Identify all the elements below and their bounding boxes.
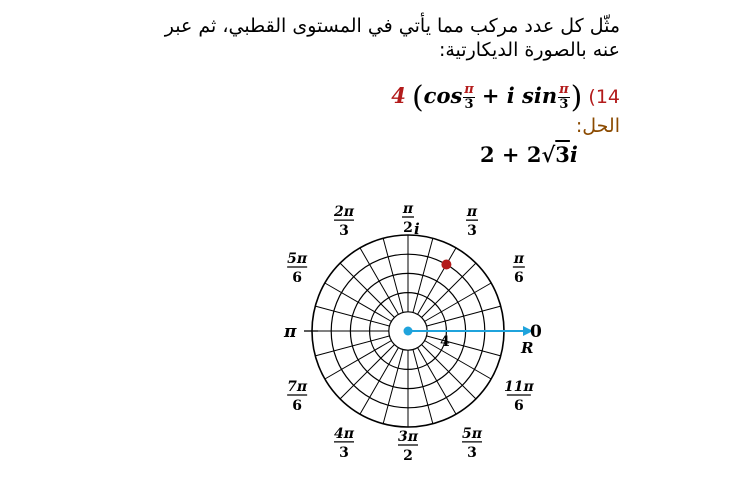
angle-label-11pi-6 <box>504 379 534 414</box>
angle-label-denominator: 3 <box>339 444 349 461</box>
imag-axis-label: i <box>414 220 420 238</box>
radius-label: 4 <box>440 334 450 350</box>
answer-prefix: 2 + 2 <box>480 142 542 167</box>
problem-modulus: 4 <box>391 83 406 108</box>
answer-radical: 3 <box>555 142 570 167</box>
angle-label-numerator: 3π <box>398 429 418 445</box>
grid-ray <box>413 238 433 313</box>
angle-label-denominator: 6 <box>292 398 303 414</box>
angle-label-denominator: 3 <box>467 444 477 461</box>
grid-ray <box>425 306 500 326</box>
angle-label-denominator: 6 <box>513 270 524 286</box>
i-sin-text: + i sin <box>481 83 558 108</box>
angle-label-pi-3 <box>466 204 478 239</box>
angle-fraction-2: $\frac{\pi}{3}$ <box>559 82 569 112</box>
angle-label-2pi-3 <box>333 204 355 239</box>
grid-ray <box>425 336 500 356</box>
grid-ray <box>315 306 390 326</box>
zero-label: 0 <box>530 322 542 342</box>
instruction-line-1: مثّل كل عدد مركب مما يأتي في المستوى القطبي، ثم عبر <box>164 15 620 37</box>
real-axis-label: R <box>521 339 534 357</box>
angle-label-numerator: π <box>513 251 524 267</box>
angle-label-denominator: 3 <box>339 223 349 240</box>
angle-label-denominator: 2 <box>403 220 413 236</box>
angle-label-numerator: 5π <box>462 425 482 442</box>
answer-i: i <box>569 142 578 167</box>
grid-ray <box>383 238 403 313</box>
angle-label-3pi-2 <box>398 429 419 464</box>
grid-ray <box>383 348 403 423</box>
angle-label-7pi-6 <box>287 379 308 414</box>
angle-label-numerator: 2π <box>334 204 354 221</box>
angle-label-denominator: 2 <box>403 448 413 464</box>
angle-label-numerator: 11π <box>503 379 534 395</box>
grid-ray <box>413 348 433 423</box>
angle-label-pi-6 <box>513 251 525 286</box>
angle-label-5pi-6 <box>287 251 308 286</box>
angle-label-5pi-3 <box>462 426 483 461</box>
instruction-line-2: عنه بالصورة الديكارتية: <box>438 39 620 61</box>
solution-label: الحل: <box>575 115 620 137</box>
problem-number: (14 <box>588 86 620 108</box>
angle-label-numerator: 4π <box>334 425 354 442</box>
answer: 2 + 2√3i <box>480 142 578 167</box>
angle-label-denominator: 3 <box>467 223 477 240</box>
pi-label: π <box>284 322 297 342</box>
angle-label-4pi-3 <box>334 426 355 461</box>
right-paren: ) <box>570 80 583 115</box>
angle-label-pi-2 <box>402 201 414 236</box>
angle-label-denominator: 6 <box>292 270 303 286</box>
angle-label-numerator: π <box>466 204 478 221</box>
grid-ray <box>315 336 390 356</box>
angle-label-numerator: π <box>402 201 414 217</box>
plotted-point <box>441 259 451 269</box>
left-paren: ( <box>411 80 424 115</box>
angle-fraction-1: $\frac{\pi}{3}$ <box>464 82 474 112</box>
angle-label-numerator: 5π <box>287 251 308 267</box>
angle-label-numerator: 7π <box>287 379 308 395</box>
cos-text: cos <box>423 83 463 108</box>
angle-label-denominator: 6 <box>513 398 524 414</box>
origin-point <box>404 327 413 336</box>
